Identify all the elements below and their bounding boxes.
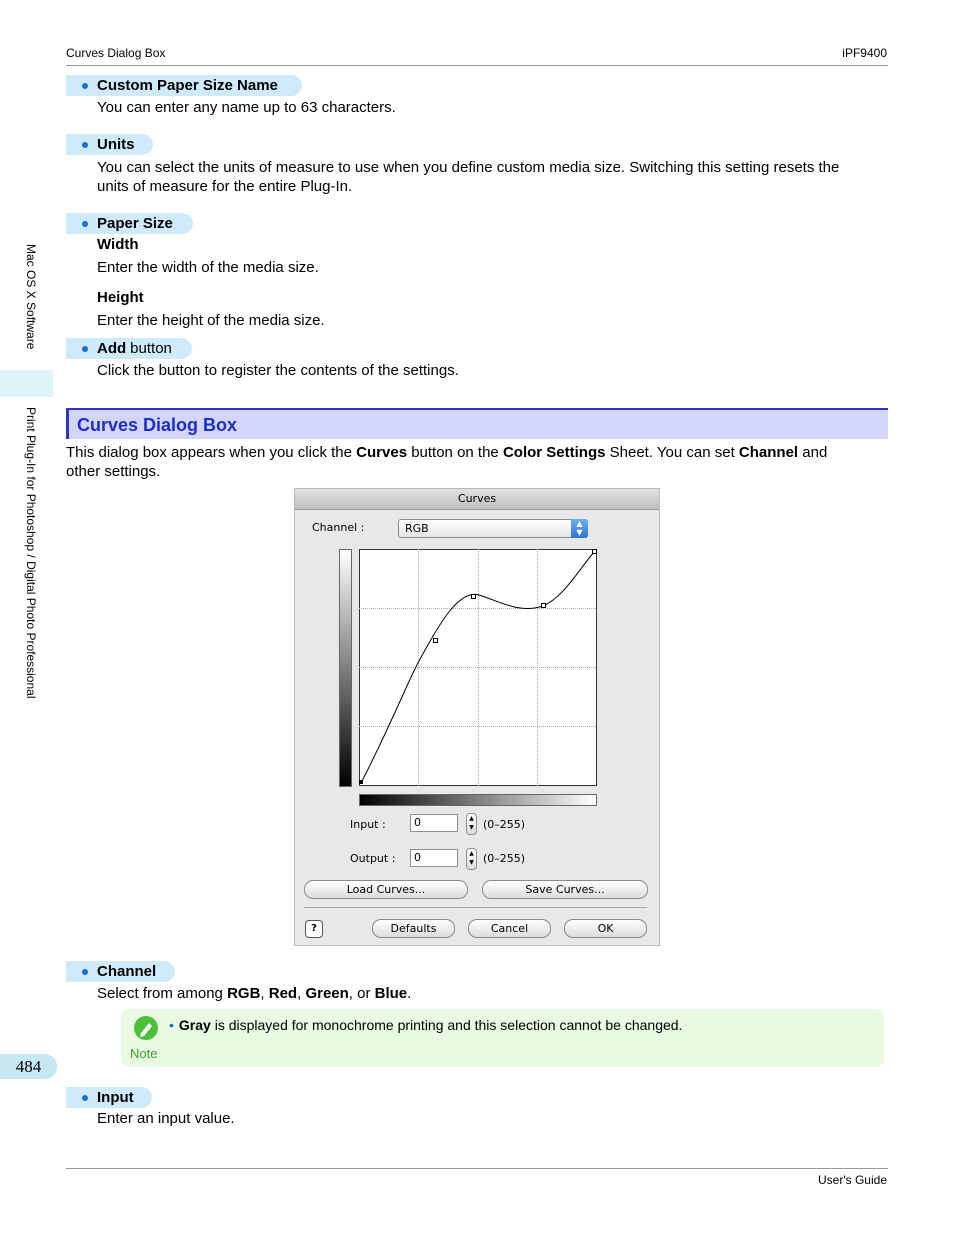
desc-bold: Blue: [374, 985, 408, 1002]
input-label: Input :: [350, 818, 386, 831]
channel-select[interactable]: [398, 519, 588, 538]
bullet-icon: [82, 142, 88, 148]
input-gradient-bar: [359, 794, 597, 806]
intro-text: button on the: [407, 444, 503, 461]
item-description: [97, 984, 411, 1003]
item-description: Click the button to register the contents of the settings.: [97, 362, 459, 379]
intro-text: This dialog box appears when you click the: [66, 444, 357, 461]
subheading-width: Width: [97, 236, 139, 253]
desc-text: Select from among: [97, 985, 228, 1002]
bullet-icon: [82, 1095, 88, 1101]
desc-bold: Green: [305, 985, 349, 1002]
running-header-model: iPF9400: [842, 46, 887, 60]
item-description: Enter the width of the media size.: [97, 259, 319, 276]
curves-dialog: [294, 488, 660, 946]
desc-text: ,: [260, 985, 269, 1002]
page-number: 484: [0, 1054, 57, 1079]
desc-bold: RGB: [227, 985, 261, 1002]
defaults-button[interactable]: Defaults: [372, 919, 455, 938]
note-label: Note: [130, 1046, 158, 1061]
item-description: You can select the units of measure to use when you define custom media size. Switching this setting resets the: [97, 159, 840, 176]
bullet-icon: •: [169, 1017, 174, 1033]
curve-point[interactable]: [472, 595, 476, 599]
running-header-title: Curves Dialog Box: [66, 46, 166, 60]
item-label: Channel: [97, 963, 157, 980]
cancel-button[interactable]: Cancel: [468, 919, 551, 938]
input-stepper[interactable]: ▲ ▼: [466, 813, 477, 835]
channel-label: Channel :: [312, 521, 365, 534]
output-label: Output :: [350, 852, 396, 865]
item-custom-paper-size-name: [66, 75, 302, 96]
note-text: [169, 1017, 682, 1033]
dialog-title: Curves: [295, 489, 659, 510]
save-curves-button[interactable]: Save Curves...: [482, 880, 648, 899]
output-range: (0–255): [483, 852, 526, 865]
intro-text: and: [798, 444, 828, 461]
section-intro-cont: other settings.: [66, 463, 161, 480]
chevron-updown-icon: ▲ ▼: [571, 519, 588, 538]
side-tab-marker: [0, 370, 53, 397]
help-icon[interactable]: ?: [305, 920, 323, 938]
output-field[interactable]: 0: [410, 849, 458, 867]
ok-button[interactable]: OK: [564, 919, 647, 938]
item-label-suffix: button: [130, 340, 172, 357]
item-description: units of measure for the entire Plug-In.: [97, 178, 353, 195]
channel-value: RGB: [405, 522, 429, 535]
intro-text: Sheet. You can set: [605, 444, 739, 461]
desc-text: ,: [297, 985, 306, 1002]
item-label: Custom Paper Size Name: [97, 77, 278, 94]
footer-rule: [66, 1168, 888, 1169]
input-range: (0–255): [483, 818, 526, 831]
item-channel: [66, 961, 175, 982]
curve-point[interactable]: [434, 639, 438, 643]
pencil-icon: [134, 1016, 158, 1040]
curve-point[interactable]: [593, 550, 597, 554]
intro-bold: Color Settings: [502, 444, 606, 461]
section-heading: [66, 408, 888, 439]
side-label-chapter: Mac OS X Software: [24, 244, 38, 350]
curve-point[interactable]: [542, 604, 546, 608]
item-units: [66, 134, 153, 155]
header-rule: [66, 65, 888, 66]
side-label-section: Print Plug-In for Photoshop / Digital Photo Professional: [24, 407, 38, 699]
section-intro: [66, 443, 827, 462]
dialog-separator: [304, 907, 647, 908]
intro-bold: Channel: [738, 444, 799, 461]
intro-bold: Curves: [356, 444, 408, 461]
bullet-icon: [82, 969, 88, 975]
note-body: is displayed for monochrome printing and this selection cannot be changed.: [210, 1017, 683, 1033]
input-field[interactable]: 0: [410, 814, 458, 832]
item-input: [66, 1087, 152, 1108]
item-label: Input: [97, 1089, 134, 1106]
subheading-height: Height: [97, 289, 144, 306]
item-label: Add: [97, 340, 127, 357]
bullet-icon: [82, 346, 88, 352]
curve-point[interactable]: [359, 780, 363, 784]
load-curves-button[interactable]: Load Curves...: [304, 880, 468, 899]
item-label: Units: [97, 136, 135, 153]
item-description: Enter an input value.: [97, 1110, 235, 1127]
bullet-icon: [82, 221, 88, 227]
item-add-button: [66, 338, 192, 359]
item-description: You can enter any name up to 63 characters.: [97, 99, 396, 116]
desc-bold: Red: [268, 985, 298, 1002]
item-description: Enter the height of the media size.: [97, 312, 325, 329]
footer-guide: User's Guide: [818, 1173, 887, 1187]
output-stepper[interactable]: ▲ ▼: [466, 848, 477, 870]
item-label: Paper Size: [97, 215, 173, 232]
curve-graph[interactable]: [359, 549, 597, 786]
section-title: Curves Dialog Box: [77, 415, 238, 435]
desc-text: .: [407, 985, 412, 1002]
bullet-icon: [82, 83, 88, 89]
output-gradient-bar: [339, 549, 352, 787]
note-bold: Gray: [178, 1017, 211, 1033]
section-accent-bar: [66, 410, 69, 439]
item-paper-size: [66, 213, 193, 234]
desc-text: , or: [348, 985, 375, 1002]
